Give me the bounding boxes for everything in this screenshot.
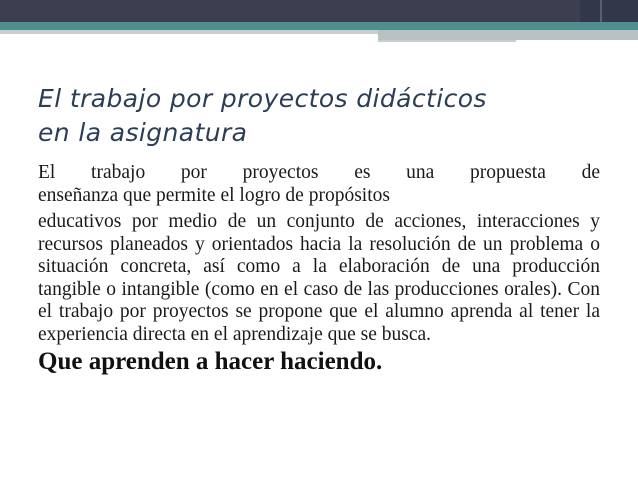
slide-body [38, 162, 600, 378]
paragraph1-line2: enseñanza que permite el logro de propósitos [38, 184, 390, 206]
header-thin-line [378, 40, 516, 42]
header-teal-band [0, 22, 638, 30]
paragraph2: educativos por medio de un conjunto de acciones, interacciones y recursos planeados y orientados hacia la resolución de un problema o situación concreta, así como a la elaboración de una producción tangible o intangible (como en el caso de las producciones orales). Con el trabajo por proyectos se propone que el alumno aprenda al tener la experiencia directa en el aprendizaje que se busca. [38, 211, 600, 345]
paragraph1-line1: El trabajo por proyectos es una propuesta de [38, 162, 600, 183]
closing-statement: Que aprenden a hacer haciendo. [38, 348, 383, 375]
header-dark-band [0, 0, 638, 22]
slide-title [38, 82, 608, 150]
slide-title-line2: en la asignatura [38, 118, 248, 147]
header-accent-block [580, 0, 638, 22]
header-accent-stripe [600, 0, 602, 22]
header-gray-band-left [0, 30, 378, 34]
slide-title-line1: El trabajo por proyectos didácticos [38, 84, 487, 113]
header-gray-band-right [378, 30, 638, 40]
